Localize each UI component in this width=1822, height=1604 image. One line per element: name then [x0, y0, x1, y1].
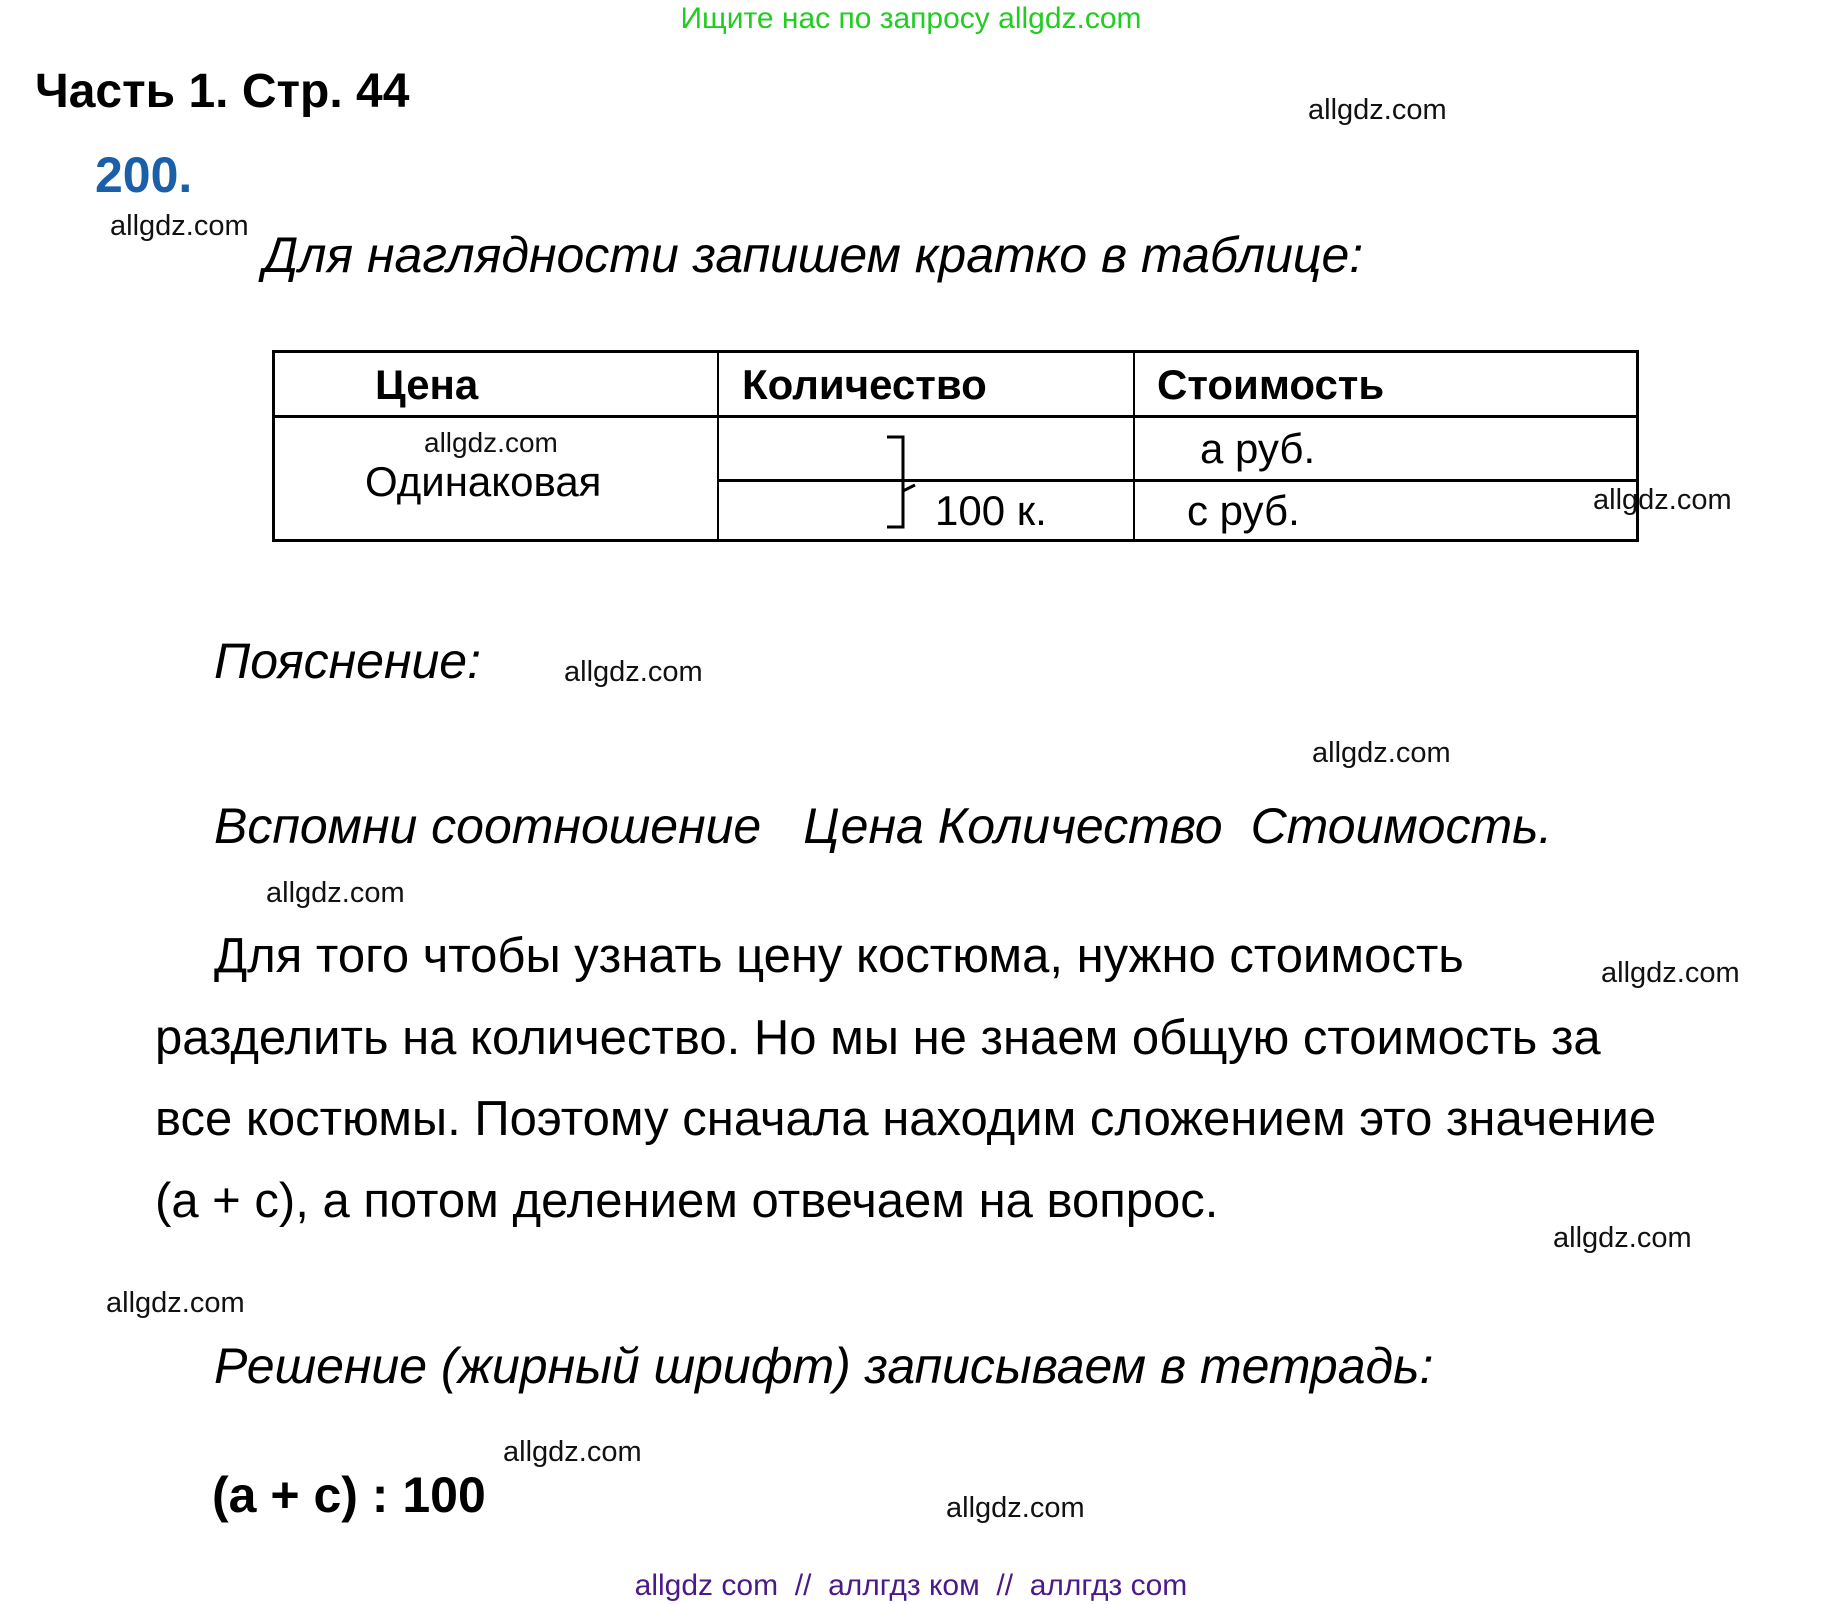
- intro-text: Для наглядности запишем кратко в таблице:: [263, 227, 1364, 283]
- watermark: allgdz.com: [424, 427, 558, 458]
- header-quantity: Количество: [742, 361, 987, 408]
- watermark: allgdz.com: [1312, 737, 1451, 769]
- relation-prefix: Вспомни соотношение: [214, 798, 762, 854]
- watermark: allgdz.com: [266, 877, 405, 909]
- watermark: allgdz.com: [1308, 94, 1447, 126]
- cost-c: с руб.: [1187, 487, 1300, 534]
- watermark: allgdz.com: [1601, 957, 1740, 989]
- solution-formula: (а + с) : 100: [212, 1467, 486, 1523]
- paragraph-line: разделить на количество. Но мы не знаем общую стоимость за: [155, 1011, 1601, 1065]
- page-title: Часть 1. Стр. 44: [35, 65, 410, 118]
- explanation-label: Пояснение:: [214, 633, 481, 689]
- watermark: allgdz.com: [110, 210, 249, 242]
- watermark: allgdz.com: [106, 1287, 245, 1319]
- relation-line: [214, 797, 1552, 855]
- watermark: allgdz.com: [1553, 1222, 1692, 1254]
- paragraph-line: (а + с), а потом делением отвечаем на вопрос.: [155, 1174, 1219, 1228]
- watermark: allgdz.com: [564, 656, 703, 688]
- footer-links: allgdz com // аллгдз ком // аллгдз com: [634, 1569, 1188, 1602]
- price-value: Одинаковая: [365, 458, 602, 505]
- watermark: allgdz.com: [1593, 484, 1732, 516]
- relation-cost: Стоимость.: [1250, 798, 1553, 854]
- header-cost: Стоимость: [1157, 361, 1385, 408]
- row-divider: [717, 479, 1636, 482]
- relation-quantity: Количество: [937, 798, 1223, 854]
- paragraph-line: Для того чтобы узнать цену костюма, нужно стоимость: [214, 929, 1464, 983]
- column-divider: [1133, 353, 1135, 539]
- search-banner: Ищите нас по запросу allgdz.com: [680, 2, 1142, 35]
- watermark: allgdz.com: [503, 1436, 642, 1468]
- header-divider: [275, 415, 1636, 418]
- quantity-total: 100 к.: [935, 487, 1047, 534]
- watermark: allgdz.com: [946, 1492, 1085, 1524]
- task-number: 200.: [95, 147, 193, 203]
- column-divider: [717, 353, 719, 539]
- header-price: Цена: [375, 361, 479, 408]
- solution-label: Решение (жирный шрифт) записываем в тетрадь:: [214, 1338, 1434, 1394]
- paragraph-line: все костюмы. Поэтому сначала находим сложением это значение: [155, 1092, 1657, 1146]
- cost-a: а руб.: [1200, 425, 1316, 472]
- relation-price: Цена: [803, 798, 924, 854]
